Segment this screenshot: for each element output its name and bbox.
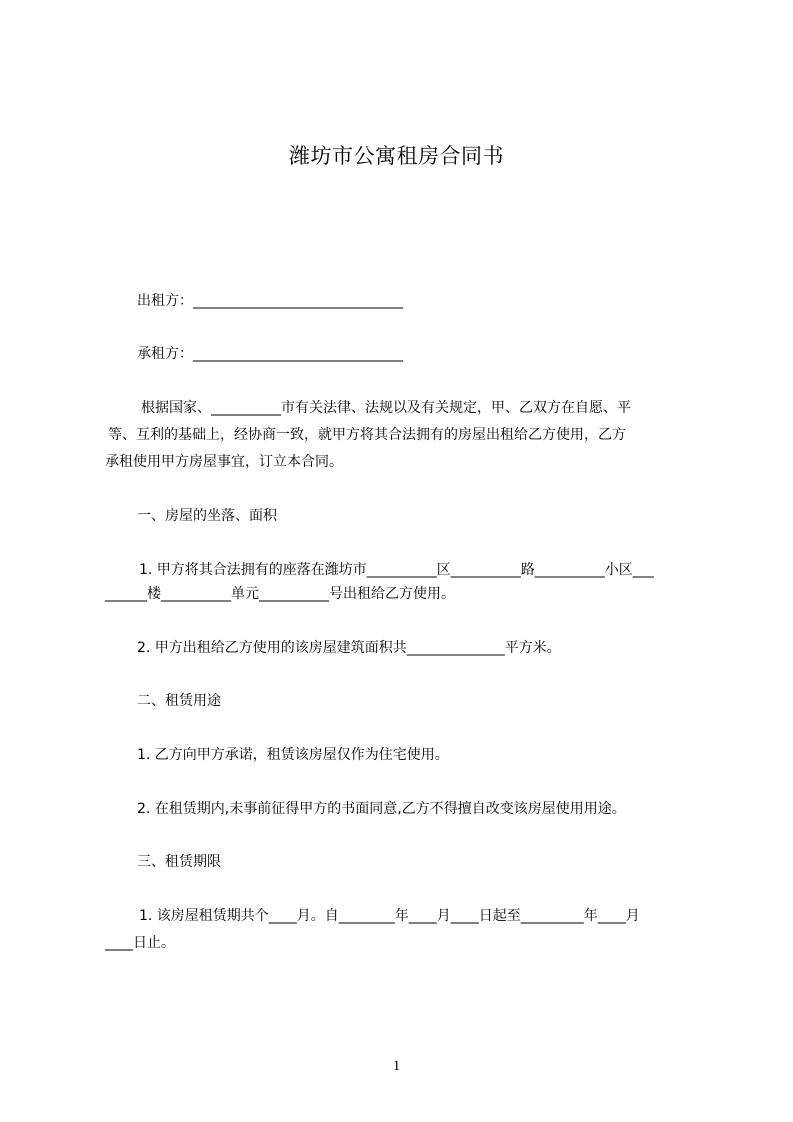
section-2-heading: 二、租赁用途 [137, 693, 221, 709]
section-3-item-1-line-2: ____日止。 [105, 935, 175, 951]
document-title: 潍坊市公寓租房合同书 [289, 144, 504, 168]
section-3-item-1-line-1: 1. 该房屋租赁期共个____月。自________年____月____日起至_________年____月 [139, 908, 640, 924]
section-2-item-1: 1. 乙方向甲方承诺，租赁该房屋仅作为住宅使用。 [137, 747, 449, 763]
lessor-line: 出租方：______________________________ [137, 293, 403, 309]
intro-line-2: 等、互利的基础上，经协商一致，就甲方将其合法拥有的房屋出租给乙方使用，乙方 [108, 427, 626, 443]
section-1-item-2: 2. 甲方出租给乙方使用的该房屋建筑面积共______________平方米。 [137, 640, 561, 656]
section-1-item-1-line-2: ______楼__________单元__________号出租给乙方使用。 [105, 586, 455, 602]
lessee-line: 承租方：______________________________ [137, 346, 403, 362]
intro-line-1: 根据国家、__________市有关法律、法规以及有关规定，甲、乙双方在自愿、平 [141, 400, 631, 416]
section-3-heading: 三、租赁期限 [137, 854, 221, 870]
section-2-item-2: 2. 在租赁期内,未事前征得甲方的书面同意,乙方不得擅自改变该房屋使用用途。 [137, 801, 626, 817]
page-number: 1 [392, 1058, 401, 1074]
section-1-heading: 一、房屋的坐落、面积 [137, 508, 277, 524]
intro-line-3: 承租使用甲方房屋事宜，订立本合同。 [105, 454, 343, 470]
section-1-item-1-line-1: 1. 甲方将其合法拥有的座落在潍坊市__________区__________路__________小区___ [139, 562, 654, 578]
